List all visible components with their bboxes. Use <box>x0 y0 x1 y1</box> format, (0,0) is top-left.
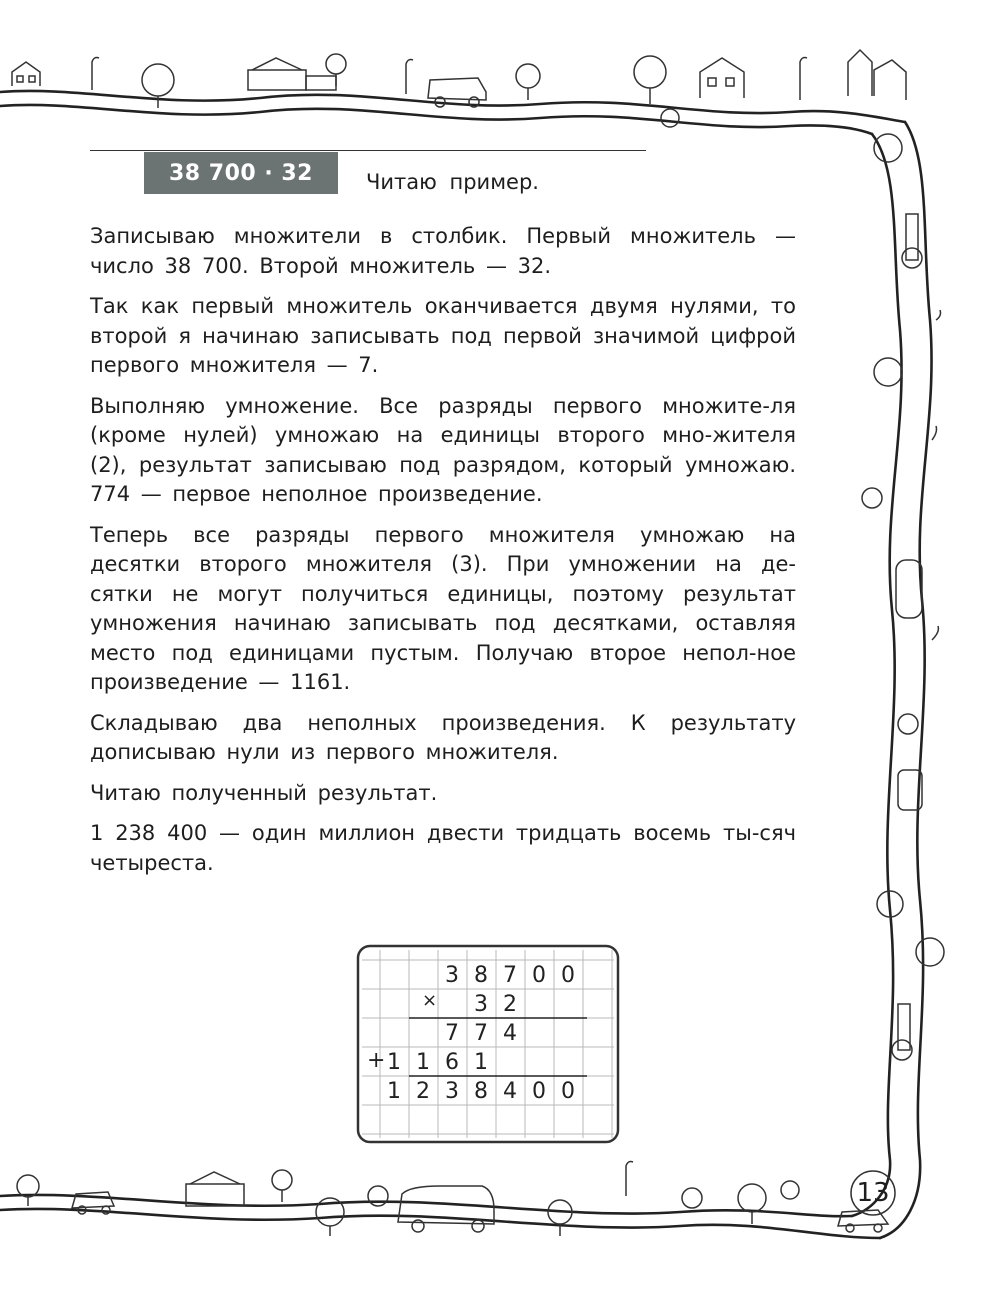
digit: 1 <box>387 1079 401 1104</box>
title-rule <box>90 150 646 151</box>
digit: 3 <box>474 992 488 1017</box>
digit: 2 <box>416 1079 430 1104</box>
example-intro: Читаю пример. <box>366 170 539 194</box>
paragraph: Записываю множители в столбик. Первый множитель — число 38 700. Второй множитель — 32. <box>90 224 796 278</box>
digit: 1 <box>387 1050 401 1075</box>
digit: 7 <box>474 1021 488 1046</box>
paragraph: Выполняю умножение. Все разряды первого множите-ля (кроме нулей) умножаю на единицы второго мно-жителя (2), результат записываю под разрядом, который умножаю. 774 — первое неполное произведение. <box>90 393 796 506</box>
digit: 8 <box>474 1079 488 1104</box>
paragraph: 1 238 400 — один миллион двести тридцать восемь ты-сяч четыреста. <box>90 821 796 875</box>
digit: 4 <box>503 1021 517 1046</box>
digit: 7 <box>445 1021 459 1046</box>
paragraph: Читаю полученный результат. <box>90 780 438 805</box>
digit: 0 <box>532 963 546 988</box>
paragraph: Так как первый множитель оканчивается двумя нулями, то второй я начинаю записывать под первой значимой цифрой первого множителя — 7. <box>90 294 796 377</box>
digit: 1 <box>474 1050 488 1075</box>
digit: 0 <box>532 1079 546 1104</box>
digit: 3 <box>445 963 459 988</box>
column-multiplication-grid <box>356 944 620 1144</box>
explanation-text <box>90 222 796 889</box>
digit: 6 <box>445 1050 459 1075</box>
example-badge: 38 700 · 32 <box>144 152 338 194</box>
page-number: 13 <box>856 1178 890 1208</box>
digit: 8 <box>474 963 488 988</box>
paragraph: Складываю два неполных произведения. К результату дописываю нули из первого множителя. <box>90 710 796 764</box>
digit: 4 <box>503 1079 517 1104</box>
digit: 0 <box>561 963 575 988</box>
digit: 2 <box>503 992 517 1017</box>
paragraph: Теперь все разряды первого множителя умножаю на десятки второго множителя (3). При умножении на де-сятки не могут получиться единицы, поэтому результат умножения начинаю записывать под десятками, оставляя место под единицами пустым. Получаю второе непол-ное произведение — 1161. <box>90 522 796 694</box>
digit: 3 <box>445 1079 459 1104</box>
digit: 7 <box>503 963 517 988</box>
digit: 1 <box>416 1050 430 1075</box>
plus-sign: + <box>367 1048 386 1073</box>
digit: 0 <box>561 1079 575 1104</box>
multiply-sign: × <box>422 990 438 1011</box>
